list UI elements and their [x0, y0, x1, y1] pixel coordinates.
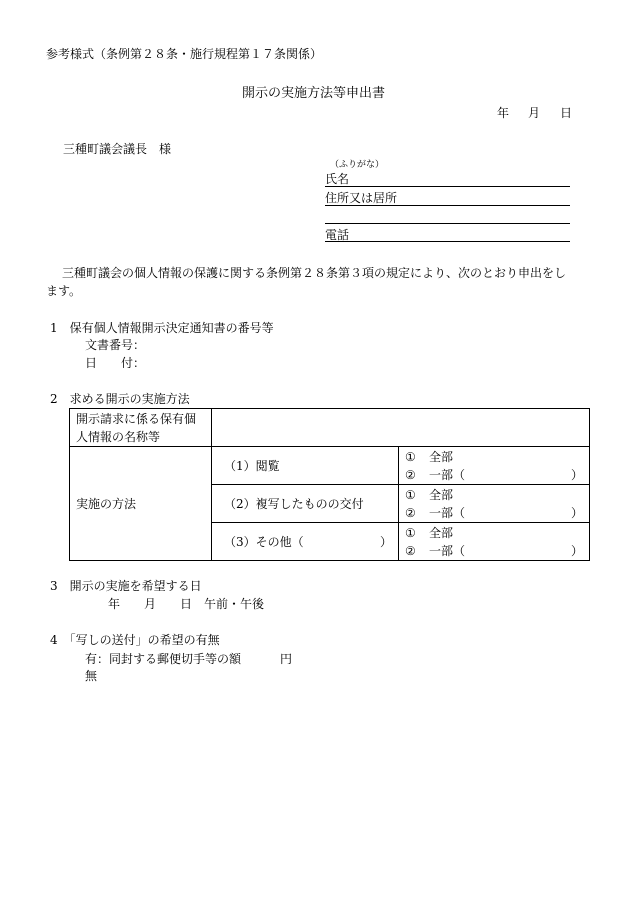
- section4-heading: 4 「写しの送付」の希望の有無: [50, 633, 220, 647]
- yen-label: 円: [280, 652, 293, 666]
- date-month: 月: [528, 106, 541, 120]
- address-field[interactable]: [325, 205, 570, 206]
- method-label: 実施の方法: [76, 496, 137, 511]
- method-view-label: （1）閲覧: [224, 458, 280, 473]
- info-name-label-line2: 人情報の名称等: [76, 429, 161, 444]
- option-part[interactable]: ② 一部（ ）: [405, 505, 583, 520]
- phone-label: 電話: [325, 228, 350, 242]
- section2-heading: 2 求める開示の実施方法: [50, 392, 190, 406]
- section3-heading: 3 開示の実施を希望する日: [50, 579, 202, 593]
- method-view-cell[interactable]: [212, 447, 399, 485]
- name-label: 氏名: [325, 172, 350, 186]
- method-other-cell[interactable]: [212, 523, 399, 561]
- method-other-close: ）: [379, 534, 392, 549]
- body-text-line2: ます。: [46, 284, 82, 298]
- info-name-label-line1: 開示請求に係る保有個: [76, 411, 197, 426]
- form-reference-note: 参考様式（条例第２８条・施行規程第１７条関係）: [46, 47, 323, 61]
- furigana-label: （ふりがな）: [330, 160, 385, 170]
- option-all[interactable]: ① 全部: [405, 525, 454, 540]
- option-all[interactable]: ① 全部: [405, 487, 454, 502]
- body-text-line1: 三種町議会の個人情報の保護に関する条例第２８条第３項の規定により、次のとおり申出をし: [62, 266, 567, 280]
- method-other-options[interactable]: [399, 523, 590, 561]
- name-field[interactable]: [325, 186, 570, 187]
- disclosure-method-table: [69, 408, 590, 561]
- method-view-options[interactable]: [399, 447, 590, 485]
- address-label: 住所又は居所: [325, 191, 398, 205]
- method-copy-cell[interactable]: [212, 485, 399, 523]
- option-part[interactable]: ② 一部（ ）: [405, 543, 583, 558]
- mail-no-label: 無: [85, 669, 98, 683]
- info-name-label-cell: [70, 409, 212, 447]
- method-copy-options[interactable]: [399, 485, 590, 523]
- desired-date-line: 年 月 日 午前・午後: [108, 597, 265, 611]
- document-title: 開示の実施方法等申出書: [242, 86, 386, 101]
- method-copy-label: （2）複写したものの交付: [224, 496, 364, 511]
- address-field-line2[interactable]: [325, 223, 570, 224]
- date-year: 年: [497, 106, 510, 120]
- addressee: 三種町議会議長 様: [63, 142, 172, 156]
- option-part[interactable]: ② 一部（ ）: [405, 467, 583, 482]
- option-all[interactable]: ① 全部: [405, 449, 454, 464]
- mail-yes-label: 有：同封する郵便切手等の額: [85, 652, 242, 666]
- section1-heading: 1 保有個人情報開示決定通知書の番号等: [50, 321, 274, 335]
- date-day: 日: [560, 106, 573, 120]
- phone-field[interactable]: [325, 241, 570, 242]
- notice-date-label: 日 付：: [85, 356, 146, 370]
- method-other-label: （3）その他（: [224, 534, 304, 549]
- doc-number-label: 文書番号：: [85, 338, 146, 352]
- info-name-input-cell[interactable]: [212, 409, 590, 447]
- method-label-cell: [70, 447, 212, 561]
